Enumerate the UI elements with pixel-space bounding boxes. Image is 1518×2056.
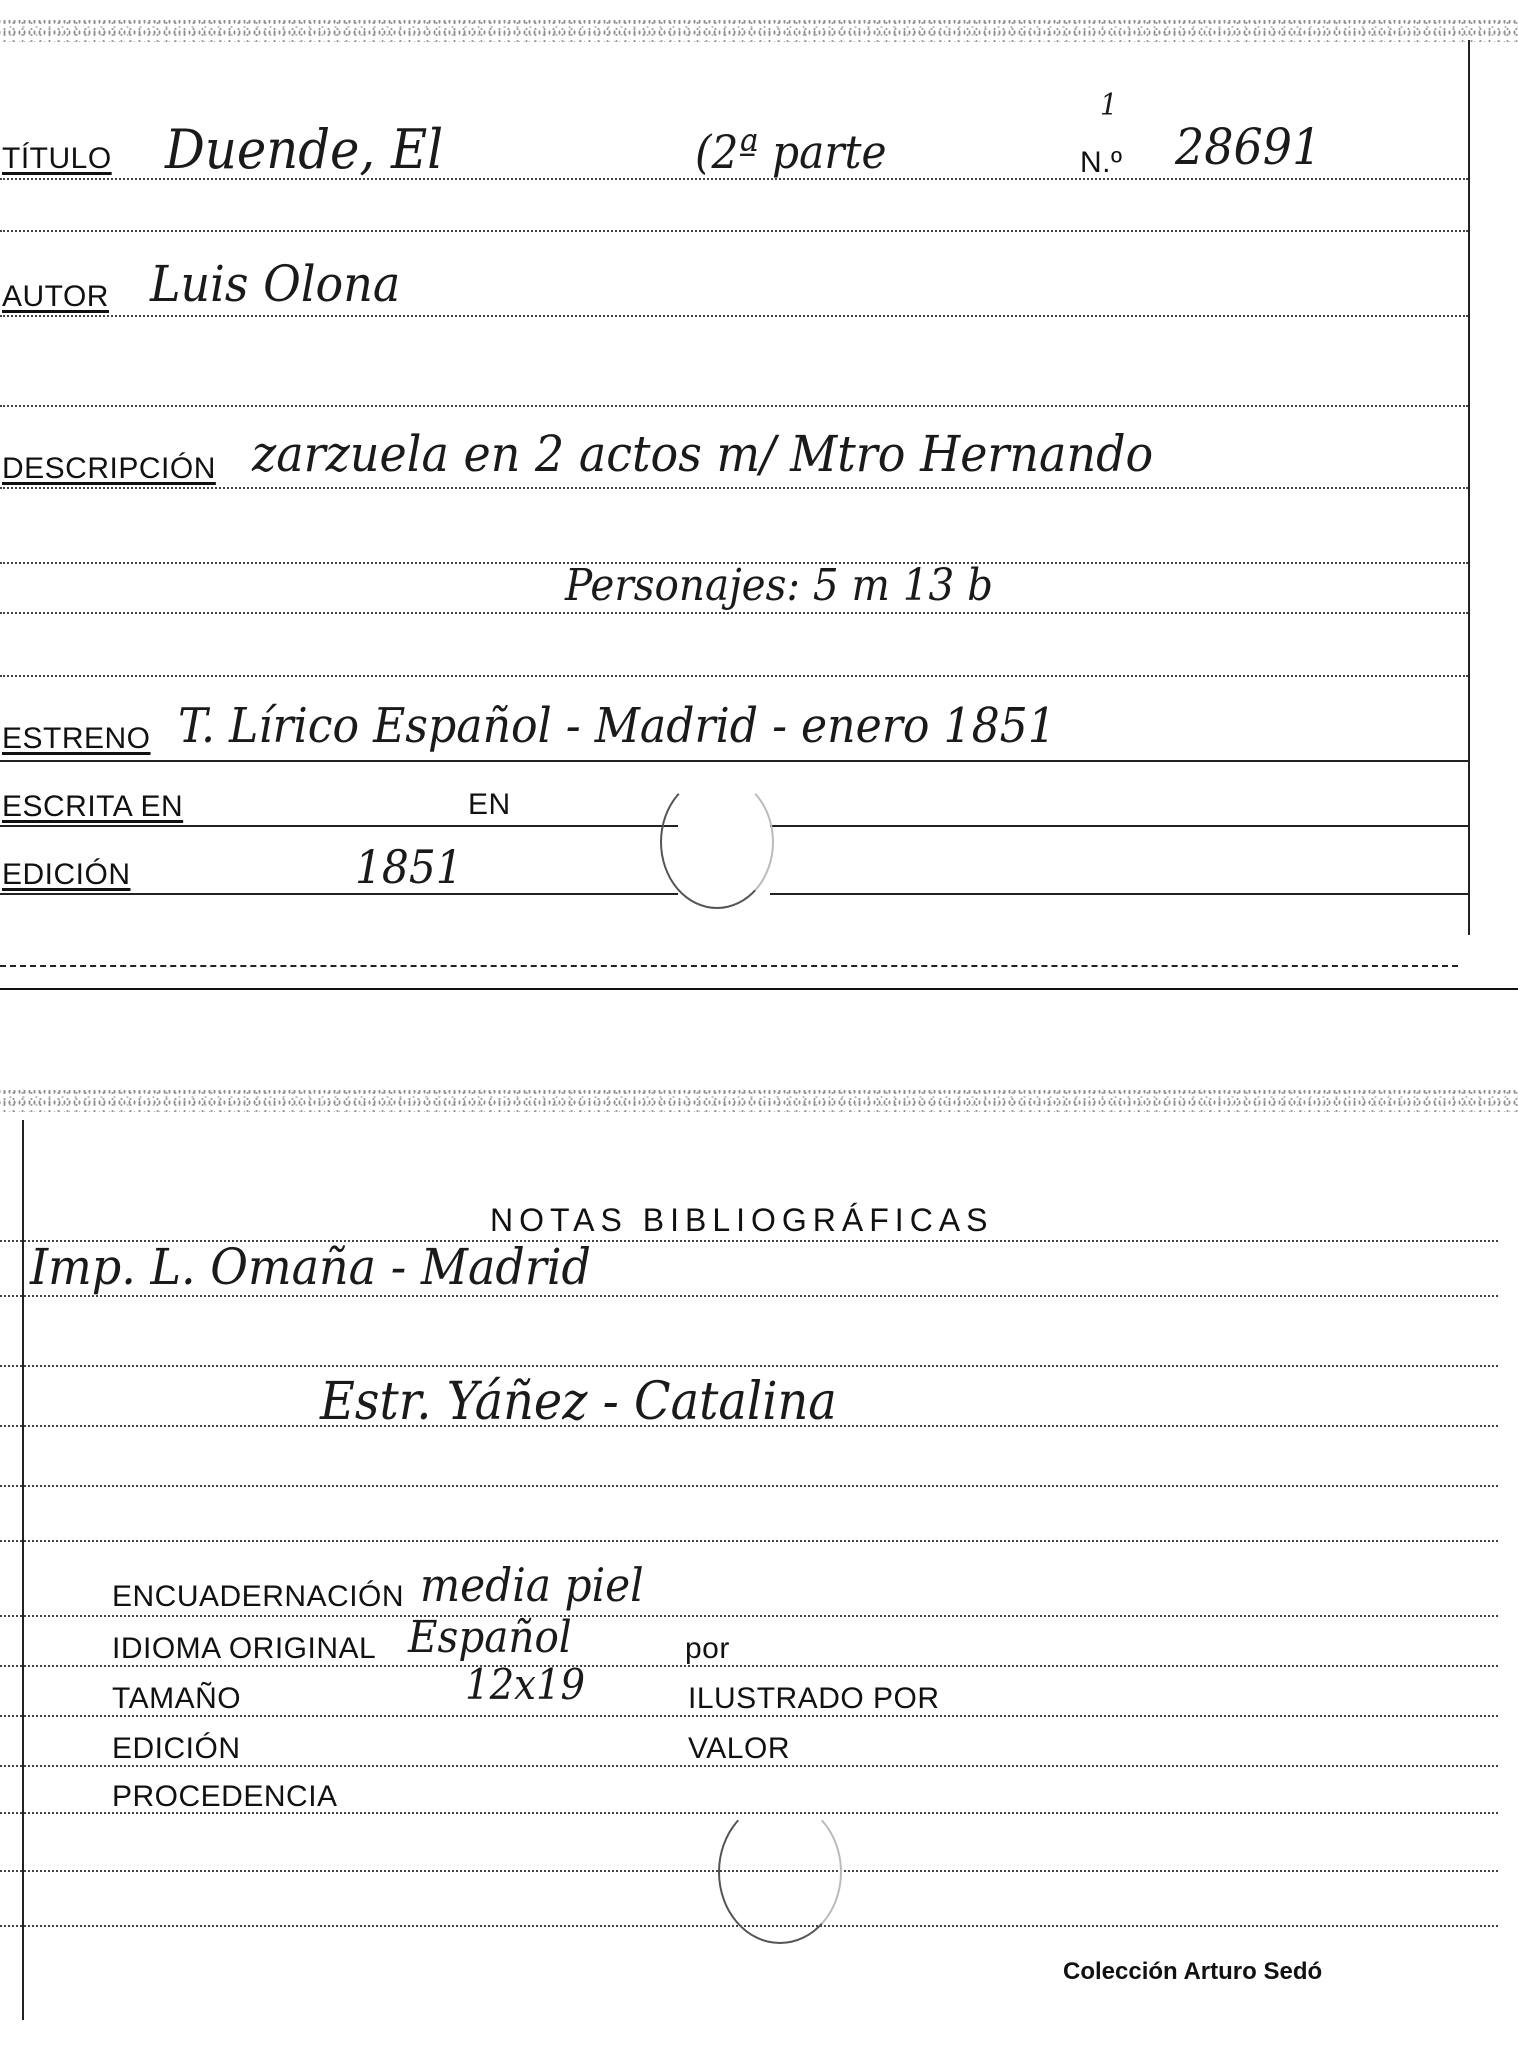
rule-notas-6 xyxy=(0,1540,1498,1542)
back-edicion-label: EDICIÓN xyxy=(112,1732,241,1765)
rule-edicion-left xyxy=(0,893,678,895)
numero-fraction: 1 xyxy=(1100,88,1118,123)
rule-descripcion xyxy=(0,487,1468,489)
cards-separator xyxy=(0,988,1518,990)
card-front-bottom-dash xyxy=(0,965,1458,967)
escrita-en-label: ESCRITA EN xyxy=(2,790,184,823)
note-line-2: Estr. Yáñez - Catalina xyxy=(320,1372,837,1432)
titulo-label: TÍTULO xyxy=(2,142,112,175)
rule-estreno xyxy=(0,760,1468,762)
card-top-edge xyxy=(0,20,1518,42)
punch-hole-mark xyxy=(660,775,774,909)
rule-blank-4 xyxy=(0,675,1468,677)
rule-blank-2 xyxy=(0,405,1468,407)
card-right-border xyxy=(1468,40,1470,935)
numero-value: 28691 xyxy=(1175,118,1322,176)
descripcion-value: zarzuela en 2 actos m/ Mtro Hernando xyxy=(252,425,1154,483)
idioma-label: IDIOMA ORIGINAL xyxy=(112,1632,377,1665)
autor-label: AUTOR xyxy=(2,280,109,313)
card-back-left-border xyxy=(22,1120,24,2020)
rule-autor xyxy=(0,315,1468,317)
rule-notas-5 xyxy=(0,1485,1498,1487)
ilustrado-label: ILUSTRADO POR xyxy=(688,1682,940,1715)
edicion-label: EDICIÓN xyxy=(2,858,131,891)
estreno-label: ESTRENO xyxy=(2,722,151,755)
en-label: EN xyxy=(468,788,511,821)
card-back-top-edge xyxy=(0,1090,1518,1112)
descripcion-label: DESCRIPCIÓN xyxy=(2,452,216,485)
rule-encuadernacion xyxy=(0,1615,1498,1617)
rule-escrita-en xyxy=(0,825,678,827)
catalog-card-back xyxy=(0,1060,1518,2040)
rule-personajes xyxy=(0,612,1468,614)
parte-note: (2ª parte xyxy=(695,125,887,179)
tamano-label: TAMAÑO xyxy=(112,1682,242,1715)
catalog-card-front xyxy=(0,0,1518,990)
notas-heading: NOTAS BIBLIOGRÁFICAS xyxy=(490,1202,994,1238)
procedencia-label: PROCEDENCIA xyxy=(112,1780,338,1813)
idioma-value: Español xyxy=(408,1612,572,1663)
titulo-value: Duende, El xyxy=(165,118,444,181)
tamano-value: 12x19 xyxy=(465,1660,586,1709)
edicion-value: 1851 xyxy=(355,840,463,894)
back-punch-hole-mark xyxy=(718,1800,842,1944)
valor-label: VALOR xyxy=(688,1732,790,1765)
encuadernacion-label: ENCUADERNACIÓN xyxy=(112,1580,405,1613)
rule-edicion-right xyxy=(770,893,1468,895)
rule-blank-1 xyxy=(0,230,1468,232)
personajes-value: Personajes: 5 m 13 b xyxy=(565,560,994,611)
note-line-1: Imp. L. Omaña - Madrid xyxy=(30,1238,591,1296)
por-label: por xyxy=(685,1632,730,1665)
encuadernacion-value: media piel xyxy=(420,1558,644,1612)
numero-label: N.º xyxy=(1080,146,1123,179)
rule-notas-3 xyxy=(0,1365,1498,1367)
estreno-value: T. Lírico Español - Madrid - enero 1851 xyxy=(178,698,1056,754)
autor-value: Luis Olona xyxy=(150,255,401,313)
coleccion-credit: Colección Arturo Sedó xyxy=(1063,1958,1323,1985)
rule-en xyxy=(770,825,1468,827)
